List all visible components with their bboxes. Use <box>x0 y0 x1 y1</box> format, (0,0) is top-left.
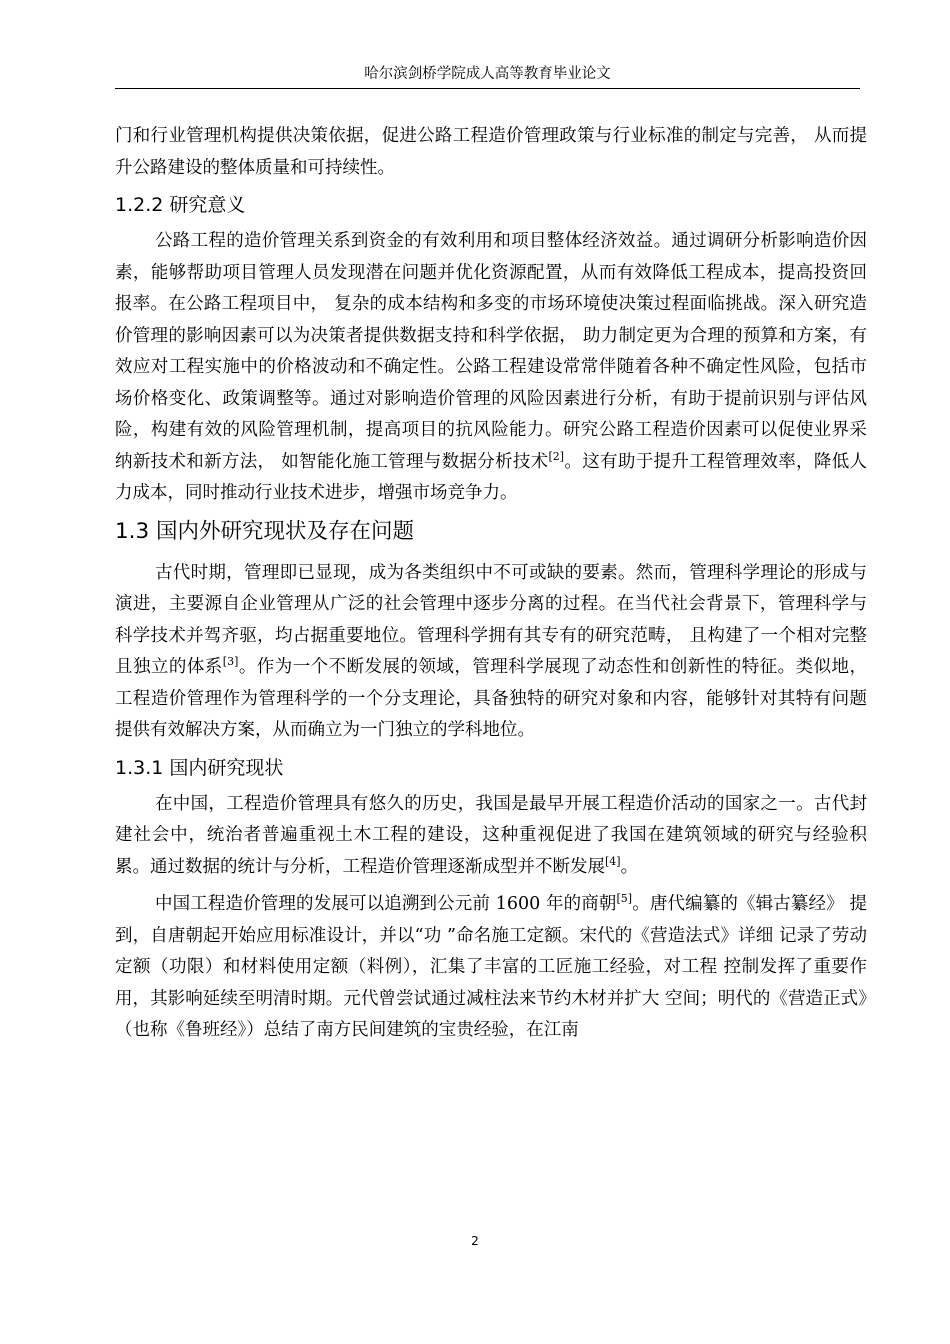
paragraph-domestic-history <box>115 789 867 884</box>
citation-2: [2] <box>548 449 565 463</box>
paragraph-text: 公路工程的造价管理关系到资金的有效利用和项目整体经济效益。通过调研分析影响造价因素，能够帮助项目管理人员发现潜在问题并优化资源配置，从而有效降低工程成本，提高投资回报率。在公路工程项目中， 复杂的成本结构和多变的市场环境使决策过程面临挑战。深入研究造价管理的影响因素可以为决策者提供数据支持和科学依据， 助力制定更为合理的预算和方案，有效应对工程实施中的价格波动和不确定性。公路工程建设常常伴随着各种不确定性风险，包括市场价格变化、政策调整等。通过对影响造价管理的风险因素进行分析，有助于提前识别与评估风险，构建有效的风险管理机制，提高项目的抗风险能力。研究公路工程造价因素可以促使业界采纳新技术和新方法， 如智能化施工管理与数据分析技术 <box>115 231 867 472</box>
citation-4: [4] <box>605 854 621 868</box>
paragraph-research-status <box>115 558 867 747</box>
page-number: 2 <box>471 1234 479 1248</box>
paragraph-ancient-cost-management <box>115 889 867 1047</box>
section-heading-1-2-2: 1.2.2 研究意义 <box>115 194 246 216</box>
paragraph-research-significance <box>115 226 867 510</box>
page-body <box>115 121 867 1047</box>
paragraph-text: 在中国，工程造价管理具有悠久的历史，我国是最早开展工程造价活动的国家之一。古代封建社会中，统治者普遍重视土木工程的建设，这种重视促进了我国在建筑领域的研究与经验积累。通过数据的统计与分析，工程造价管理逐渐成型并不断发展 <box>115 793 867 877</box>
header-title: 哈尔滨剑桥学院成人高等教育毕业论文 <box>364 66 611 82</box>
running-header <box>115 60 860 89</box>
section-heading-1-3-1: 1.3.1 国内研究现状 <box>115 756 284 779</box>
paragraph-text: 中国工程造价管理的发展可以追溯到公元前 1600 年的商朝 <box>155 894 617 914</box>
paragraph-text: 。这有助于提升工程管理效率，降低人力成本，同时推动行业技术进步，增强市场竞争力。 <box>115 451 868 503</box>
paragraph-text: 。 <box>620 856 639 877</box>
citation-5: [5] <box>616 892 633 905</box>
paragraph-text: 古代时期，管理即已显现，成为各类组织中不可或缺的要素。然而，管理科学理论的形成与演进，主要源自企业管理从广泛的社会管理中逐步分离的过程。在当代社会背景下，管理科学与科学技术并驾齐驱，均占据重要地位。管理科学拥有其专有的研究范畴， 且构建了一个相对完整且独立的体系 <box>115 562 867 677</box>
citation-3: [3] <box>222 655 239 668</box>
continuation-paragraph: 门和行业管理机构提供决策依据，促进公路工程造价管理政策与行业标准的制定与完善， 从而提升公路建设的整体质量和可持续性。 <box>115 126 867 178</box>
paragraph-text: 。唐代编纂的《辑古纂经》 提到，自唐朝起开始应用标准设计，并以“功 ”命名施工定额。宋代的《营造法式》详细 记录了劳动定额（功限）和材料使用定额（料例），汇集了丰富的工匠施工经验，对工程 控制发挥了重要作用，其影响延续至明清时期。元代曾尝试通过减柱法来节约木材并扩大 空间；明代的《营造正式》（也称《鲁班经》）总结了南方民间建筑的宝贵经验，在江南 <box>115 894 867 1040</box>
section-heading-1-3: 1.3 国内外研究现状及存在问题 <box>115 518 415 544</box>
paragraph-text: 。作为一个不断发展的领域，管理科学展现了动态性和创新性的特征。类似地， 工程造价管理作为管理科学的一个分支理论，具备独特的研究对象和内容，能够针对其特有问题提供有效解决方案，从而确立为一门独立的学科地位。 <box>115 657 868 740</box>
